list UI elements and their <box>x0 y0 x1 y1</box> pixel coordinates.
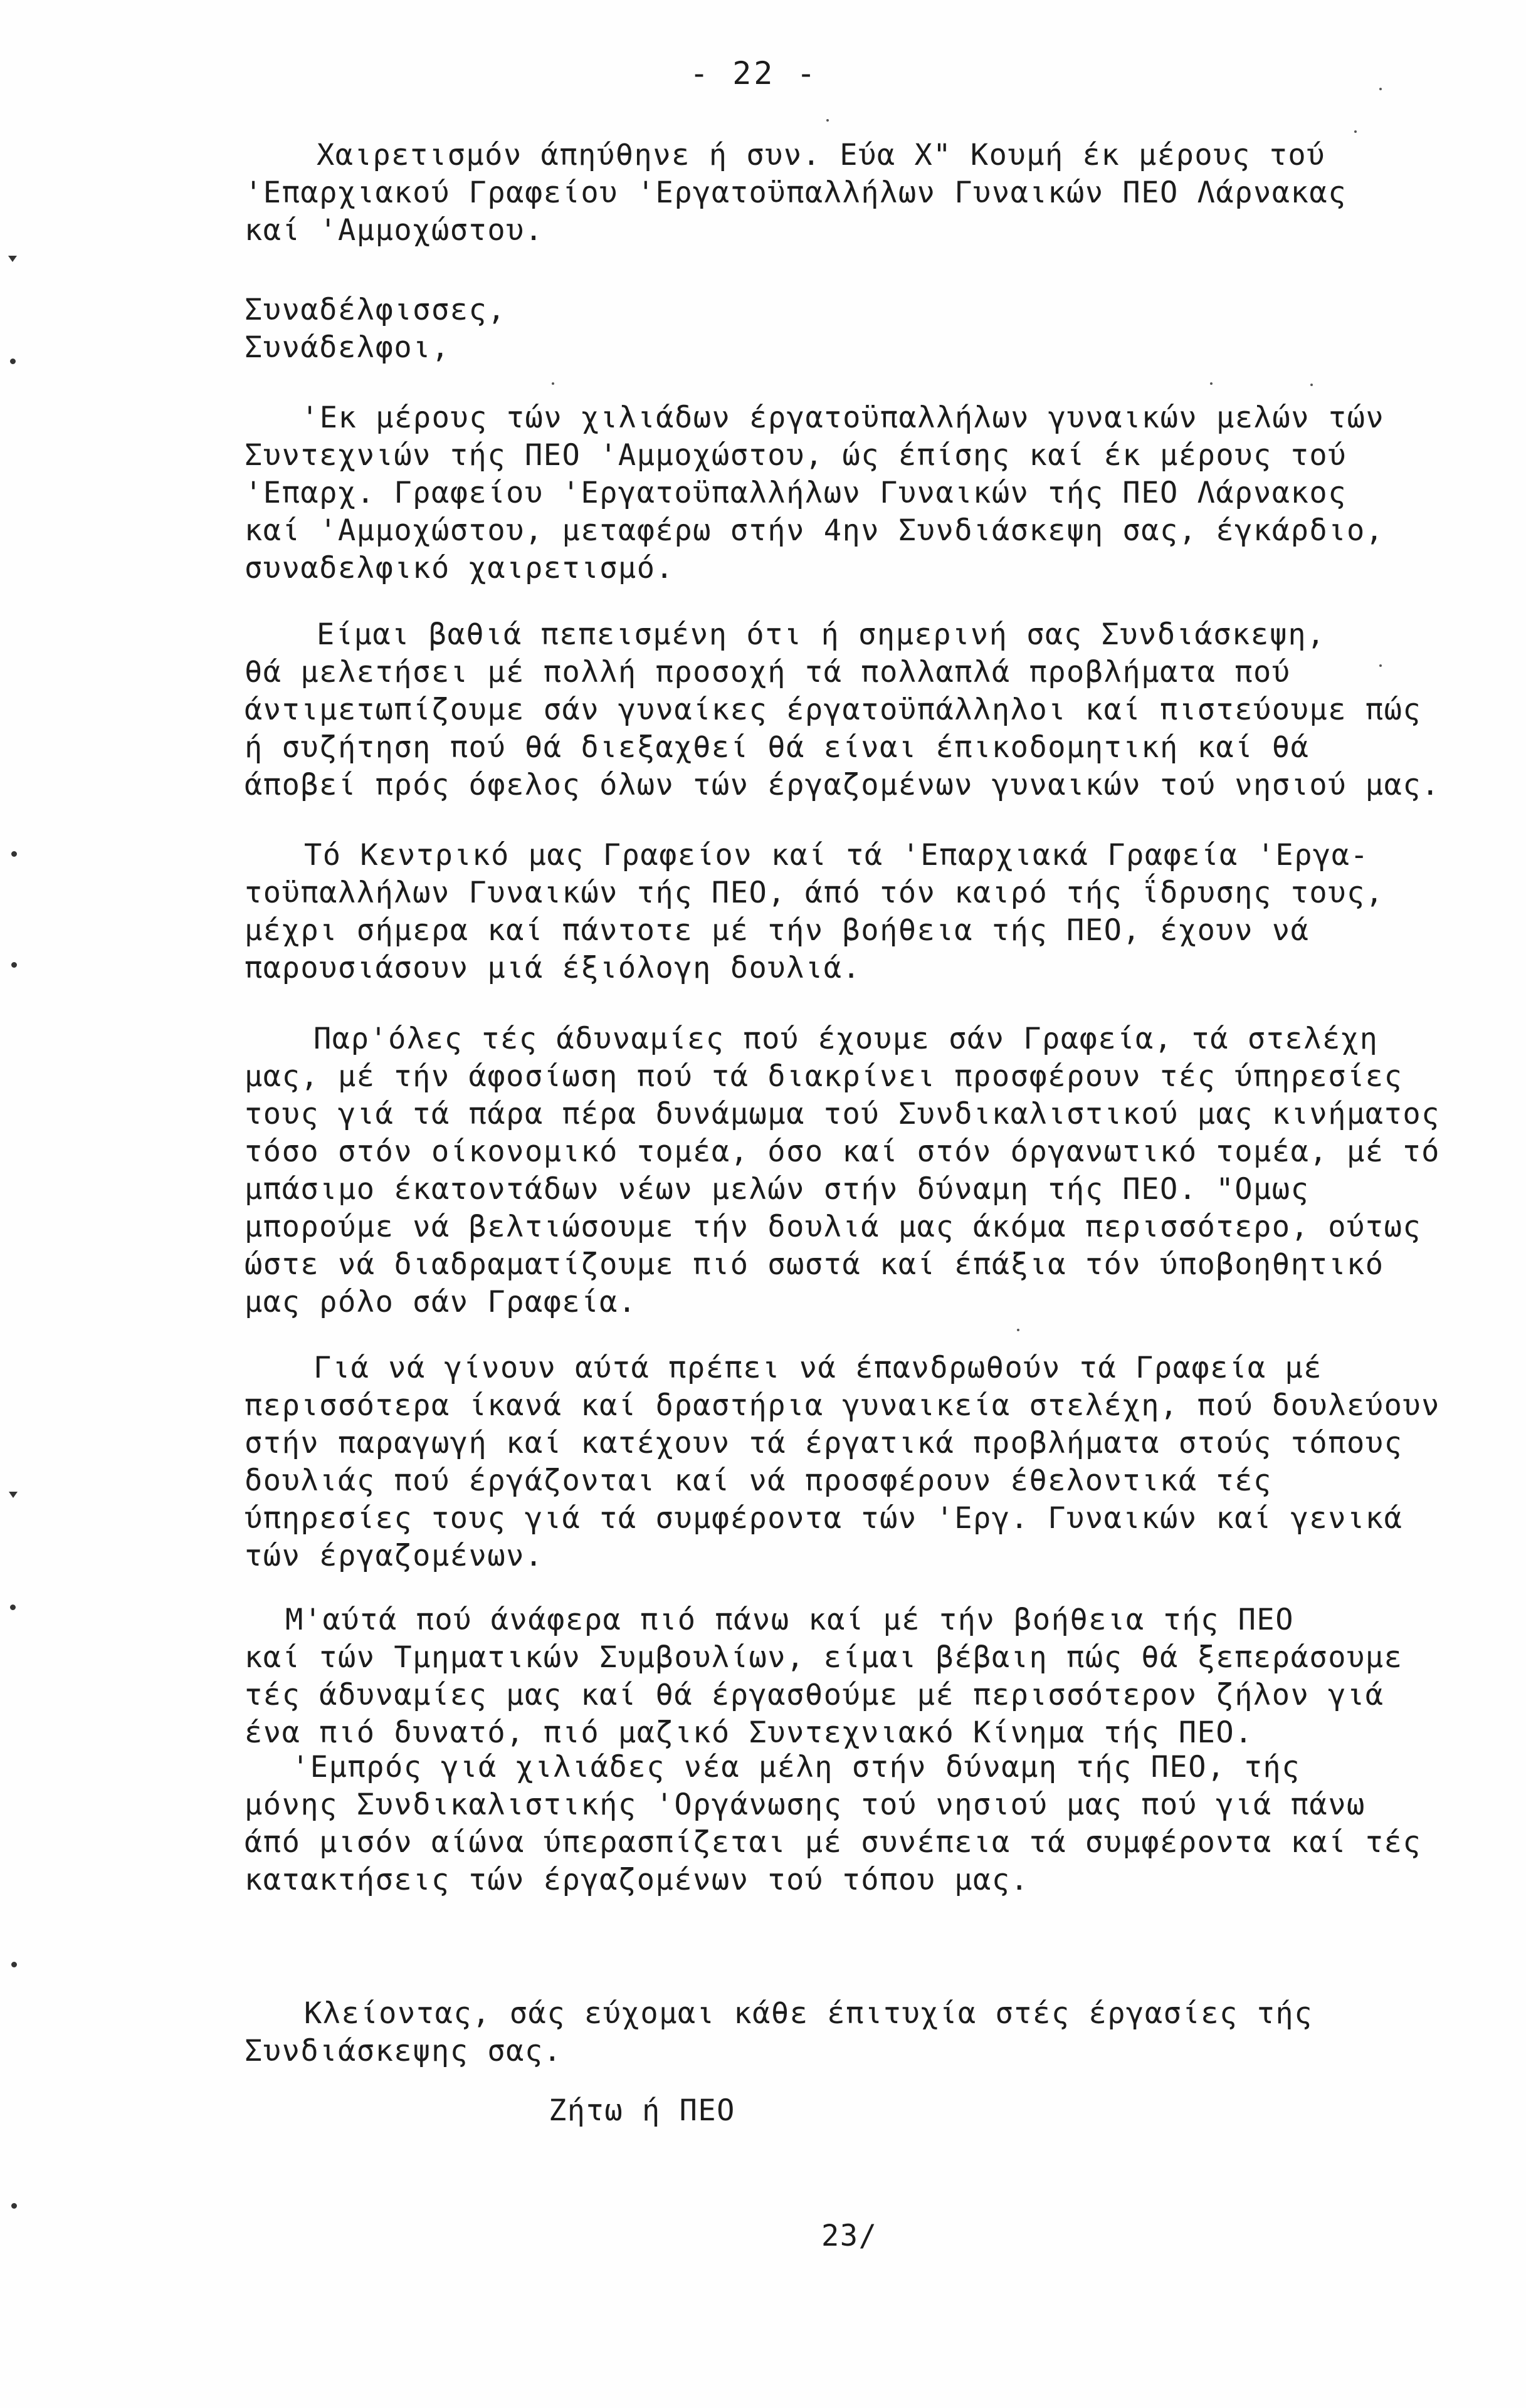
scan-speck <box>1310 384 1313 386</box>
text-line: Συντεχνιών τής ΠΕΟ 'Αμμοχώστου, ώς έπίσης καί έκ μέρους τού <box>245 438 1347 473</box>
margin-mark <box>11 962 17 968</box>
text-line: 'Εμπρός γιά χιλιάδες νέα μέλη στήν δύναμη τής ΠΕΟ, τής <box>292 1750 1301 1784</box>
text-line: Συνάδελφοι, <box>245 330 450 365</box>
scan-speck <box>1379 88 1382 90</box>
text-line: 'Επαρχ. Γραφείου 'Εργατοϋπαλλήλων Γυναικών τής ΠΕΟ Λάρνακος <box>245 476 1347 510</box>
text-line: 'Επαρχιακού Γραφείου 'Εργατοϋπαλλήλων Γυναικών ΠΕΟ Λάρνακας <box>245 175 1347 210</box>
text-line: Είμαι βαθιά πεπεισμένη ότι ή σημερινή σας Συνδιάσκεψη, <box>317 617 1326 652</box>
text-line: άντιμετωπίζουμε σάν γυναίκες έργατοϋπάλληλοι καί πιστεύουμε πώς <box>245 693 1422 727</box>
text-line: άποβεί πρός όφελος όλων τών έργαζομένων γυναικών τού νησιού μας. <box>245 768 1440 802</box>
text-line: Χαιρετισμόν άπηύθηνε ή συν. Εύα Χ" Κουμή έκ μέρους τού <box>317 138 1326 172</box>
margin-mark <box>11 2203 17 2209</box>
text-line: καί τών Τμηματικών Συμβουλίων, είμαι βέβαιη πώς θά ξεπεράσουμε <box>245 1640 1403 1675</box>
text-line: ή συζήτηση πού θά διεξαχθεί θά είναι έπικοδομητική καί θά <box>245 730 1310 765</box>
text-line: Μ'αύτά πού άνάφερα πιό πάνω καί μέ τήν βοήθεια τής ΠΕΟ <box>285 1603 1295 1637</box>
text-line: Τό Κεντρικό μας Γραφείον καί τά 'Επαρχιακά Γραφεία 'Εργα- <box>304 838 1369 872</box>
text-line: τους γιά τά πάρα πέρα δυνάμωμα τού Συνδικαλιστικού μας κινήματος <box>245 1097 1440 1131</box>
page-number: - 22 - <box>690 55 818 92</box>
text-line: ύπηρεσίες τους γιά τά συμφέροντα τών 'Εργ. Γυναικών καί γενικά <box>245 1501 1403 1536</box>
text-line: δουλιάς πού έργάζονται καί νά προσφέρουν έθελοντικά τές <box>245 1463 1272 1498</box>
text-line: τόσο στόν οίκονομικό τομέα, όσο καί στόν όργανωτικό τομέα, μέ τό <box>245 1134 1440 1169</box>
text-line: μόνης Συνδικαλιστικής 'Οργάνωσης τού νησιού μας πού γιά πάνω <box>245 1788 1366 1822</box>
scan-speck <box>1354 130 1357 133</box>
text-line: 'Εκ μέρους τών χιλιάδων έργατοϋπαλλήλων γυναικών μελών τών <box>301 400 1385 435</box>
text-line: στήν παραγωγή καί κατέχουν τά έργατικά προβλήματα στούς τόπους <box>245 1426 1403 1460</box>
text-line: ώστε νά διαδραματίζουμε πιό σωστά καί έπάξια τόν ύποβοηθητικό <box>245 1247 1384 1282</box>
text-line: κατακτήσεις τών έργαζομένων τού τόπου μας. <box>245 1863 1029 1897</box>
text-line: Παρ'όλες τές άδυναμίες πού έχουμε σάν Γραφεία, τά στελέχη <box>313 1022 1379 1056</box>
text-line: Κλείοντας, σάς εύχομαι κάθε έπιτυχία στές έργασίες τής <box>304 1996 1313 2031</box>
text-line: τοϋπαλλήλων Γυναικών τής ΠΕΟ, άπό τόν καιρό τής ΐδρυσης τους, <box>245 876 1384 910</box>
margin-mark <box>10 1604 16 1610</box>
scan-speck <box>1379 664 1382 667</box>
text-line: μπάσιμο έκατοντάδων νέων μελών στήν δύναμη τής ΠΕΟ. "Ομως <box>245 1172 1310 1207</box>
text-line: Συνδιάσκεψης σας. <box>245 2034 562 2068</box>
margin-mark <box>11 851 17 857</box>
margin-mark <box>9 1492 18 1498</box>
text-line: τές άδυναμίες μας καί θά έργασθούμε μέ περισσότερον ζήλον γιά <box>245 1678 1384 1712</box>
margin-mark <box>11 1962 17 1967</box>
text-line: περισσότερα ίκανά καί δραστήρια γυναικεία στελέχη, πού δουλεύουν <box>245 1388 1440 1423</box>
text-line: Γιά νά γίνουν αύτά πρέπει νά έπανδρωθούν τά Γραφεία μέ <box>313 1351 1323 1385</box>
next-page-marker: 23/ <box>821 2219 878 2253</box>
closing-salutation: Ζήτω ή ΠΕΟ <box>549 2093 735 2128</box>
scan-speck <box>826 119 829 122</box>
text-line: μπορούμε νά βελτιώσουμε τήν δουλιά μας άκόμα περισσότερο, ούτως <box>245 1210 1422 1244</box>
text-line: ένα πιό δυνατό, πιό μαζικό Συντεχνιακό Κίνημα τής ΠΕΟ. <box>245 1715 1254 1750</box>
text-line: μας ρόλο σάν Γραφεία. <box>245 1285 637 1319</box>
text-line: παρουσιάσουν μιά έξιόλογη δουλιά. <box>245 951 861 985</box>
text-line: Συναδέλφισσες, <box>245 293 507 327</box>
scan-speck <box>1017 1329 1019 1331</box>
text-line: θά μελετήσει μέ πολλή προσοχή τά πολλαπλά προβλήματα πού <box>245 655 1291 689</box>
text-line: συναδελφικό χαιρετισμό. <box>245 551 675 585</box>
text-line: μέχρι σήμερα καί πάντοτε μέ τήν βοήθεια τής ΠΕΟ, έχουν νά <box>245 913 1310 948</box>
margin-mark <box>10 359 16 364</box>
text-line: καί 'Αμμοχώστου, μεταφέρω στήν 4ην Συνδιάσκεψη σας, έγκάρδιο, <box>245 513 1384 548</box>
text-line: τών έργαζομένων. <box>245 1539 544 1573</box>
text-line: καί 'Αμμοχώστου. <box>245 213 544 248</box>
scan-speck <box>1210 382 1213 385</box>
scan-speck <box>552 382 554 385</box>
text-line: μας, μέ τήν άφοσίωση πού τά διακρίνει προσφέρουν τές ύπηρεσίες <box>245 1059 1403 1094</box>
text-line: άπό μισόν αίώνα ύπερασπίζεται μέ συνέπεια τά συμφέροντα καί τές <box>245 1825 1422 1860</box>
margin-mark <box>8 256 17 262</box>
